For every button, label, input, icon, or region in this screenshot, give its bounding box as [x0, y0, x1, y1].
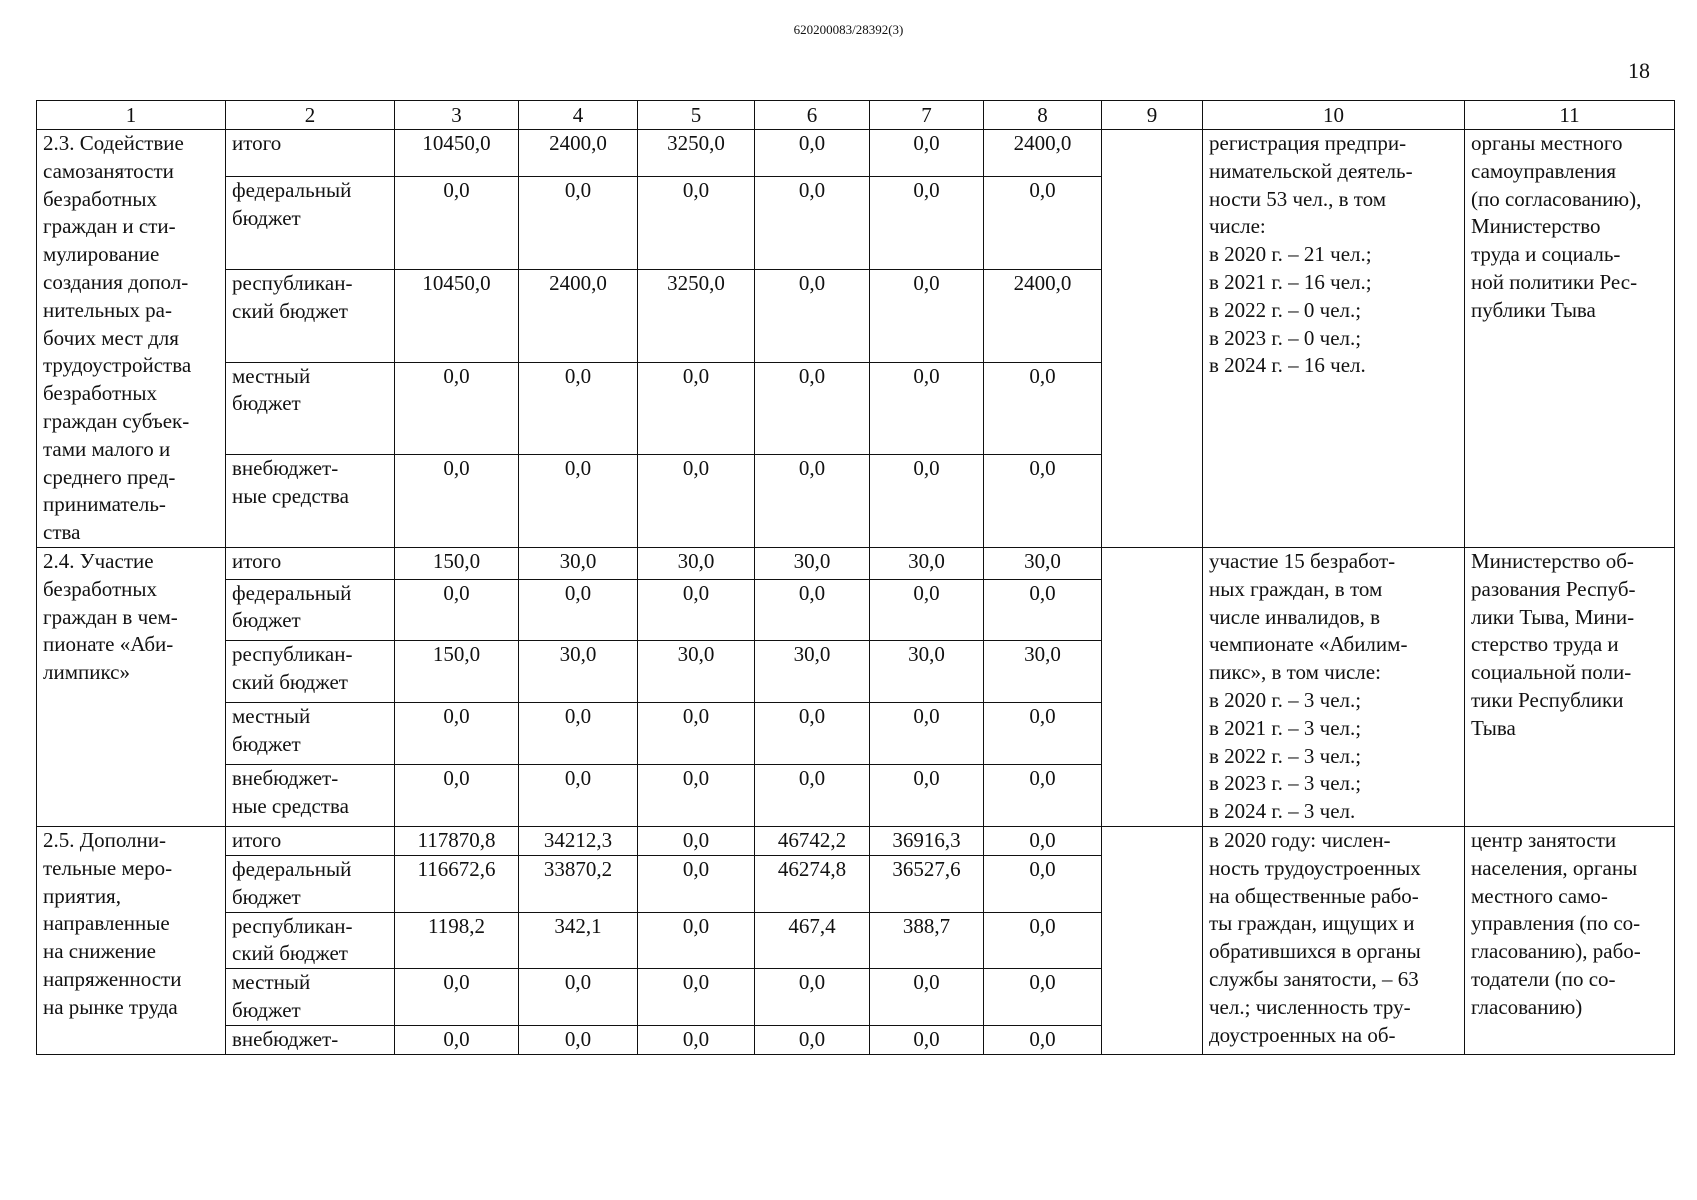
- activity-title-line: лимпикс»: [43, 660, 130, 685]
- amount-cell: 0,0: [870, 455, 984, 548]
- expected-result-line: пикс», в том числе:: [1209, 660, 1381, 685]
- amount-cell: 0,0: [638, 1025, 755, 1054]
- amount-cell: 2400,0: [984, 130, 1102, 177]
- activity-title-line: пионате «Аби-: [43, 632, 174, 657]
- expected-result-line: нимательской деятель-: [1209, 158, 1413, 183]
- amount-cell: 0,0: [638, 969, 755, 1026]
- funding-source-line: итого: [232, 548, 282, 573]
- executor-line: Министерство: [1471, 214, 1601, 239]
- header-cell: 10: [1203, 101, 1465, 130]
- amount-cell: 30,0: [870, 641, 984, 703]
- amount-cell: 0,0: [984, 455, 1102, 548]
- funding-source-line: местный: [232, 970, 311, 995]
- amount-cell: 0,0: [395, 579, 519, 641]
- amount-cell: 30,0: [984, 641, 1102, 703]
- header-cell: 11: [1465, 101, 1675, 130]
- amount-cell: 34212,3: [519, 826, 638, 855]
- executor-line: стерство труда и: [1471, 632, 1619, 657]
- amount-cell: 0,0: [519, 1025, 638, 1054]
- executor-line: управления (по со-: [1471, 911, 1641, 936]
- amount-cell: 0,0: [870, 765, 984, 827]
- expected-result-line: чел.; численность тру-: [1209, 994, 1411, 1019]
- executor-line: самоуправления: [1471, 158, 1617, 183]
- funding-source-cell: [226, 912, 395, 969]
- amount-cell: 46274,8: [755, 855, 870, 912]
- column-9-cell: [1102, 826, 1203, 1054]
- amount-cell: 0,0: [638, 177, 755, 270]
- amount-cell: 2400,0: [519, 130, 638, 177]
- funding-source-line: республикан-: [232, 913, 353, 938]
- amount-cell: 0,0: [638, 703, 755, 765]
- funding-source-cell: [226, 455, 395, 548]
- executor-line: социальной поли-: [1471, 660, 1632, 685]
- expected-result-line: в 2020 году: числен-: [1209, 827, 1391, 852]
- executor-line: ной политики Рес-: [1471, 269, 1638, 294]
- executor-line: населения, органы: [1471, 855, 1638, 880]
- amount-cell: 0,0: [395, 969, 519, 1026]
- funding-source-line: внебюджет-: [232, 766, 339, 791]
- funding-source-line: федеральный: [232, 178, 352, 203]
- expected-result-line: доустроенных на об-: [1209, 1022, 1396, 1047]
- expected-result-line: в 2023 г. – 3 чел.;: [1209, 771, 1362, 796]
- column-9-cell: [1102, 547, 1203, 826]
- table-body: [37, 130, 1675, 1055]
- amount-cell: 0,0: [870, 579, 984, 641]
- funding-source-line: итого: [232, 131, 282, 155]
- expected-result-line: ты граждан, ищущих и: [1209, 911, 1415, 936]
- amount-cell: 10450,0: [395, 130, 519, 177]
- expected-result-line: чемпионате «Абилим-: [1209, 632, 1408, 657]
- amount-cell: 150,0: [395, 547, 519, 579]
- activity-title-line: трудоустройства: [43, 353, 192, 378]
- funding-source-line: бюджет: [232, 884, 301, 909]
- amount-cell: 0,0: [984, 579, 1102, 641]
- funding-source-line: местный: [232, 363, 311, 388]
- amount-cell: 0,0: [984, 912, 1102, 969]
- amount-cell: 116672,6: [395, 855, 519, 912]
- amount-cell: 30,0: [984, 547, 1102, 579]
- header-cell: 5: [638, 101, 755, 130]
- amount-cell: 117870,8: [395, 826, 519, 855]
- expected-result-line: службы занятости, – 63: [1209, 966, 1419, 991]
- funding-source-cell: [226, 130, 395, 177]
- activity-title-line: граждан в чем-: [43, 604, 178, 629]
- amount-cell: 0,0: [755, 270, 870, 363]
- amount-cell: 0,0: [395, 765, 519, 827]
- activity-title-line: самозанятости: [43, 158, 174, 183]
- executor-line: Тыва: [1471, 715, 1516, 740]
- activity-title-line: на рынке труда: [43, 994, 178, 1019]
- activity-title-line: приятия,: [43, 883, 121, 908]
- executor-cell: [1465, 130, 1675, 548]
- amount-cell: 0,0: [755, 177, 870, 270]
- expected-result-line: в 2024 г. – 3 чел.: [1209, 799, 1356, 824]
- table-row: [37, 826, 1675, 855]
- amount-cell: 10450,0: [395, 270, 519, 363]
- activity-title-line: безработных: [43, 186, 158, 211]
- activity-title-line: напряженности: [43, 966, 182, 991]
- amount-cell: 0,0: [984, 362, 1102, 455]
- header-cell: 3: [395, 101, 519, 130]
- amount-cell: 0,0: [638, 912, 755, 969]
- funding-source-cell: [226, 579, 395, 641]
- amount-cell: 30,0: [519, 547, 638, 579]
- funding-source-cell: [226, 855, 395, 912]
- amount-cell: 33870,2: [519, 855, 638, 912]
- amount-cell: 0,0: [870, 1025, 984, 1054]
- expected-result-line: в 2024 г. – 16 чел.: [1209, 353, 1366, 378]
- amount-cell: 388,7: [870, 912, 984, 969]
- amount-cell: 0,0: [395, 703, 519, 765]
- executor-line: гласованию), рабо-: [1471, 939, 1641, 964]
- executor-line: труда и социаль-: [1471, 242, 1621, 267]
- amount-cell: 0,0: [638, 455, 755, 548]
- activity-title-line: на снижение: [43, 939, 156, 964]
- amount-cell: 0,0: [984, 855, 1102, 912]
- funding-source-line: бюджет: [232, 997, 301, 1022]
- amount-cell: 0,0: [755, 1025, 870, 1054]
- header-cell: 7: [870, 101, 984, 130]
- expected-result-line: в 2021 г. – 16 чел.;: [1209, 269, 1372, 294]
- amount-cell: 0,0: [519, 579, 638, 641]
- amount-cell: 342,1: [519, 912, 638, 969]
- amount-cell: 0,0: [984, 1025, 1102, 1054]
- table-row: [37, 130, 1675, 177]
- amount-cell: 0,0: [519, 455, 638, 548]
- amount-cell: 0,0: [870, 177, 984, 270]
- expected-result-line: регистрация предпри-: [1209, 131, 1407, 155]
- activity-title-line: 2.5. Дополни-: [43, 827, 166, 852]
- amount-cell: 0,0: [984, 703, 1102, 765]
- amount-cell: 36527,6: [870, 855, 984, 912]
- amount-cell: 0,0: [519, 177, 638, 270]
- header-cell: 4: [519, 101, 638, 130]
- amount-cell: 30,0: [755, 641, 870, 703]
- amount-cell: 0,0: [755, 765, 870, 827]
- activity-title-line: безработных: [43, 576, 158, 601]
- funding-source-cell: [226, 826, 395, 855]
- header-cell: 6: [755, 101, 870, 130]
- expected-result-line: ность трудоустроенных: [1209, 855, 1421, 880]
- activity-title-line: граждан субъек-: [43, 408, 190, 433]
- amount-cell: 150,0: [395, 641, 519, 703]
- funding-source-cell: [226, 969, 395, 1026]
- amount-cell: 0,0: [870, 703, 984, 765]
- funding-source-line: ные средства: [232, 484, 349, 509]
- amount-cell: 0,0: [984, 765, 1102, 827]
- executor-line: органы местного: [1471, 131, 1623, 155]
- expected-result-line: участие 15 безработ-: [1209, 548, 1396, 573]
- expected-result-line: в 2020 г. – 3 чел.;: [1209, 687, 1362, 712]
- expected-result-line: числе:: [1209, 214, 1266, 239]
- amount-cell: 0,0: [870, 130, 984, 177]
- amount-cell: 0,0: [984, 969, 1102, 1026]
- amount-cell: 30,0: [755, 547, 870, 579]
- header-row: [37, 101, 1675, 130]
- funding-source-line: ский бюджет: [232, 941, 348, 966]
- activity-title-line: ства: [43, 520, 81, 545]
- activity-title-line: тельные меро-: [43, 855, 173, 880]
- funding-source-line: бюджет: [232, 608, 301, 633]
- funding-source-cell: [226, 1025, 395, 1054]
- activity-title-line: нительных ра-: [43, 297, 172, 322]
- activity-title-cell: [37, 130, 226, 548]
- activity-title-line: 2.4. Участие: [43, 548, 154, 573]
- activity-title-cell: [37, 547, 226, 826]
- table-row: [37, 547, 1675, 579]
- amount-cell: 0,0: [870, 270, 984, 363]
- column-9-cell: [1102, 130, 1203, 548]
- expected-result-cell: [1203, 826, 1465, 1054]
- funding-source-line: внебюджет-: [232, 1026, 339, 1051]
- amount-cell: 0,0: [755, 703, 870, 765]
- amount-cell: 30,0: [638, 547, 755, 579]
- expected-result-line: на общественные рабо-: [1209, 883, 1419, 908]
- amount-cell: 0,0: [519, 703, 638, 765]
- amount-cell: 30,0: [870, 547, 984, 579]
- amount-cell: 0,0: [395, 1025, 519, 1054]
- executor-line: местного само-: [1471, 883, 1608, 908]
- funding-source-line: республикан-: [232, 271, 353, 296]
- page-number: 18: [1628, 58, 1650, 83]
- funding-source-line: ский бюджет: [232, 670, 348, 695]
- expected-result-line: обратившихся в органы: [1209, 939, 1421, 964]
- funding-source-cell: [226, 765, 395, 827]
- executor-line: Министерство об-: [1471, 548, 1634, 573]
- header-cell: 8: [984, 101, 1102, 130]
- activity-title-line: 2.3. Содействие: [43, 131, 184, 155]
- executor-line: публики Тыва: [1471, 297, 1596, 322]
- amount-cell: 467,4: [755, 912, 870, 969]
- amount-cell: 0,0: [395, 455, 519, 548]
- amount-cell: 0,0: [870, 362, 984, 455]
- funding-source-line: ский бюджет: [232, 298, 348, 323]
- amount-cell: 1198,2: [395, 912, 519, 969]
- amount-cell: 0,0: [870, 969, 984, 1026]
- funding-source-line: бюджет: [232, 732, 301, 757]
- expected-result-line: в 2021 г. – 3 чел.;: [1209, 715, 1362, 740]
- amount-cell: 0,0: [638, 362, 755, 455]
- amount-cell: 0,0: [755, 969, 870, 1026]
- amount-cell: 3250,0: [638, 130, 755, 177]
- funding-source-line: итого: [232, 827, 282, 852]
- amount-cell: 0,0: [638, 826, 755, 855]
- activity-title-line: приниматель-: [43, 492, 166, 517]
- funding-source-line: федеральный: [232, 856, 352, 881]
- activity-title-line: граждан и сти-: [43, 214, 176, 239]
- funding-source-cell: [226, 362, 395, 455]
- executor-cell: [1465, 826, 1675, 1054]
- header-cell: 9: [1102, 101, 1203, 130]
- amount-cell: 0,0: [395, 362, 519, 455]
- activity-title-line: бочих мест для: [43, 325, 179, 350]
- funding-source-cell: [226, 177, 395, 270]
- program-table: [36, 100, 1675, 1055]
- amount-cell: 2400,0: [984, 270, 1102, 363]
- amount-cell: 2400,0: [519, 270, 638, 363]
- expected-result-line: числе инвалидов, в: [1209, 604, 1381, 629]
- activity-title-line: тами малого и: [43, 436, 171, 461]
- amount-cell: 0,0: [519, 362, 638, 455]
- expected-result-line: в 2022 г. – 3 чел.;: [1209, 743, 1362, 768]
- funding-source-line: ные средства: [232, 793, 349, 818]
- expected-result-line: ности 53 чел., в том: [1209, 186, 1387, 211]
- expected-result-line: в 2020 г. – 21 чел.;: [1209, 242, 1372, 267]
- expected-result-cell: [1203, 547, 1465, 826]
- funding-source-line: местный: [232, 704, 311, 729]
- activity-title-line: мулирование: [43, 242, 160, 267]
- funding-source-cell: [226, 270, 395, 363]
- amount-cell: 0,0: [638, 579, 755, 641]
- activity-title-cell: [37, 826, 226, 1054]
- amount-cell: 30,0: [519, 641, 638, 703]
- executor-line: тики Республики: [1471, 687, 1624, 712]
- expected-result-cell: [1203, 130, 1465, 548]
- amount-cell: 3250,0: [638, 270, 755, 363]
- funding-source-line: федеральный: [232, 580, 352, 605]
- header-cell: 1: [37, 101, 226, 130]
- funding-source-line: внебюджет-: [232, 456, 339, 481]
- funding-source-line: республикан-: [232, 642, 353, 667]
- executor-line: центр занятости: [1471, 827, 1617, 852]
- executor-line: разования Респуб-: [1471, 576, 1636, 601]
- amount-cell: 0,0: [519, 765, 638, 827]
- executor-line: (по согласованию),: [1471, 186, 1642, 211]
- amount-cell: 0,0: [755, 579, 870, 641]
- header-cell: 2: [226, 101, 395, 130]
- amount-cell: 36916,3: [870, 826, 984, 855]
- activity-title-line: создания допол-: [43, 269, 189, 294]
- amount-cell: 0,0: [755, 455, 870, 548]
- funding-source-cell: [226, 547, 395, 579]
- document-id: 620200083/28392(3): [793, 22, 904, 37]
- funding-source-cell: [226, 703, 395, 765]
- activity-title-line: безработных: [43, 381, 158, 406]
- amount-cell: 0,0: [395, 177, 519, 270]
- executor-line: тодатели (по со-: [1471, 966, 1616, 991]
- amount-cell: 46742,2: [755, 826, 870, 855]
- amount-cell: 0,0: [519, 969, 638, 1026]
- amount-cell: 0,0: [755, 130, 870, 177]
- amount-cell: 0,0: [638, 765, 755, 827]
- activity-title-line: среднего пред-: [43, 464, 176, 489]
- amount-cell: 0,0: [638, 855, 755, 912]
- amount-cell: 0,0: [755, 362, 870, 455]
- activity-title-line: направленные: [43, 911, 170, 936]
- expected-result-line: в 2022 г. – 0 чел.;: [1209, 297, 1362, 322]
- amount-cell: 30,0: [638, 641, 755, 703]
- funding-source-line: бюджет: [232, 391, 301, 416]
- executor-line: лики Тыва, Мини-: [1471, 604, 1635, 629]
- funding-source-cell: [226, 641, 395, 703]
- executor-cell: [1465, 547, 1675, 826]
- amount-cell: 0,0: [984, 177, 1102, 270]
- funding-source-line: бюджет: [232, 206, 301, 231]
- executor-line: гласованию): [1471, 994, 1583, 1019]
- expected-result-line: ных граждан, в том: [1209, 576, 1383, 601]
- expected-result-line: в 2023 г. – 0 чел.;: [1209, 325, 1362, 350]
- amount-cell: 0,0: [984, 826, 1102, 855]
